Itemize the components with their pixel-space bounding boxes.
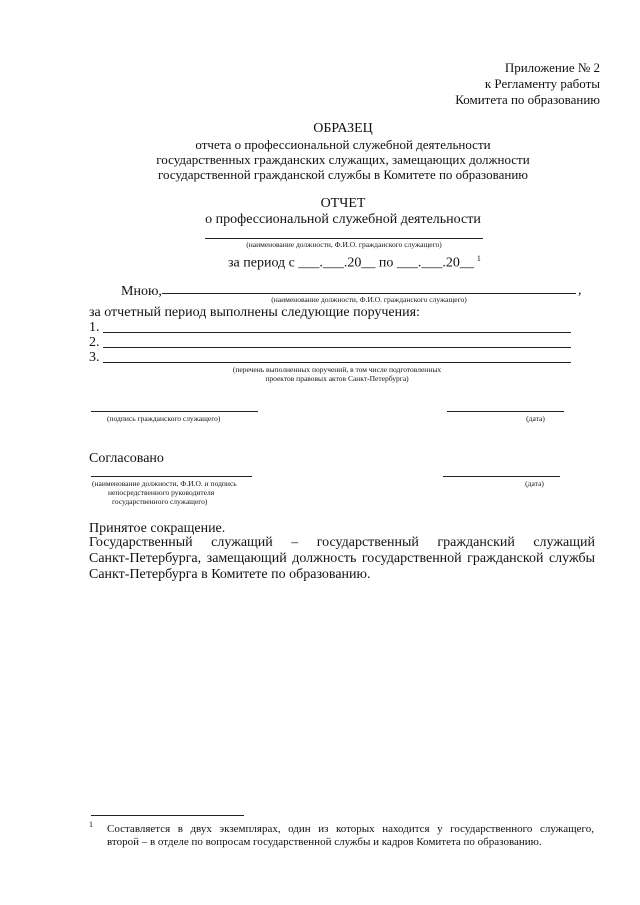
abbreviation-title: Принятое сокращение. [89,521,226,536]
sample-subtitle-1: отчета о профессиональной служебной деятельности [195,137,491,152]
appendix-line-1: Приложение № 2 [504,60,600,75]
period-intro: за отчетный период выполнены следующие поручения: [89,305,420,320]
addressed-label: Мною, [121,284,162,299]
approval-caption-2: непосредственного руководителя [108,488,215,497]
item-number-2: 2. [89,335,100,350]
report-title: ОТЧЕТ [320,196,366,211]
footnote-line-2: второй – в отделе по вопросам государственной службы и кадров Комитета по образованию. [107,836,542,848]
report-period-text: за период с ___.___.20__ по ___.___.20__ [228,255,474,271]
item-line-2 [103,347,571,348]
approval-title: Согласовано [89,451,164,466]
item-line-1 [103,332,571,333]
appendix-line-2: к Регламенту работы [484,76,600,91]
abbreviation-line-3: Санкт-Петербурга в Комитете по образованию. [89,567,371,582]
sample-title: ОБРАЗЕЦ [313,121,373,136]
signature-date-line [447,411,564,412]
addressed-caption: (наименование должности, Ф.И.О. гражданского служащего) [271,295,467,304]
report-name-caption: (наименование должности, Ф.И.О. гражданского служащего) [246,240,442,249]
approval-caption-3: государственного служащего) [112,497,208,506]
report-name-line [205,238,483,239]
approval-line [91,476,252,477]
signature-date-caption: (дата) [526,414,545,423]
item-number-1: 1. [89,320,100,335]
list-caption-2: проектов правовых актов Санкт-Петербурга) [265,374,409,383]
appendix-line-3: Комитета по образованию [455,92,600,107]
list-caption-1: (перечень выполненных поручений, в том числе подготовленных [232,365,442,374]
item-number-3: 3. [89,350,100,365]
abbreviation-line-1: Государственный служащий – государственный гражданский служащий [89,535,595,550]
addressed-line [162,293,576,294]
footnote-separator [91,815,244,816]
signature-caption: (подпись гражданского служащего) [107,414,221,423]
report-period [228,251,481,272]
approval-caption-1: (наименование должности, Ф.И.О. и подпись [92,479,237,488]
signature-line [91,411,258,412]
report-subtitle: о профессиональной служебной деятельности [205,212,481,227]
approval-date-line [443,476,560,477]
approval-date-caption: (дата) [525,479,544,488]
item-line-3 [103,362,571,363]
report-footnote-mark: 1 [476,254,481,263]
footnote-mark: 1 [89,820,93,829]
abbreviation-line-2: Санкт-Петербурга, замещающий должность государственной гражданской службы [89,551,595,566]
sample-subtitle-3: государственной гражданской службы в Комитете по образованию [158,167,528,182]
sample-subtitle-2: государственных гражданских служащих, замещающих должности [156,152,530,167]
addressed-comma: , [578,283,582,298]
footnote-line-1: Составляется в двух экземплярах, один из которых находится у государственного служащего, [107,823,594,835]
